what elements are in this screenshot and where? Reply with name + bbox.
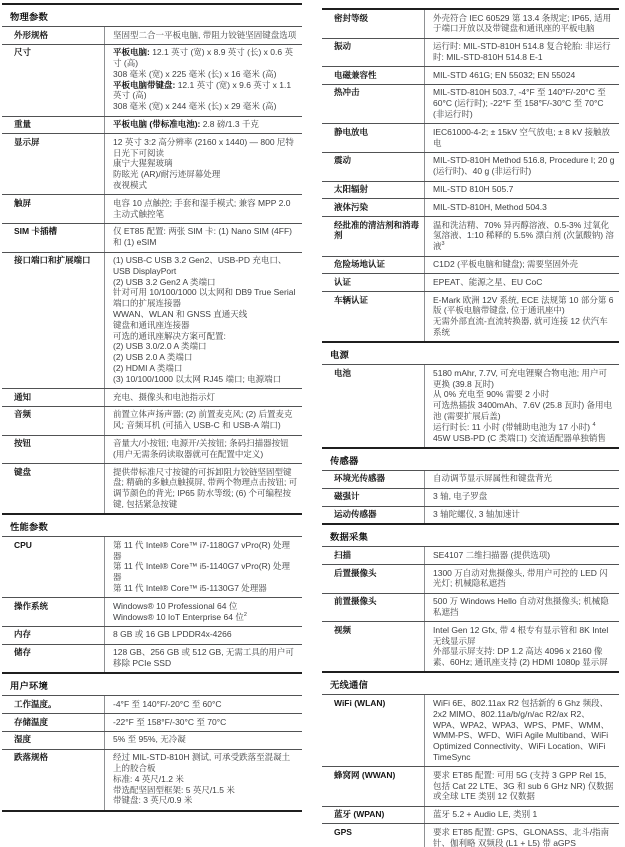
spec-value-line: MIL-STD 810H 505.7 [433, 184, 514, 195]
spec-row [322, 38, 619, 67]
spec-value-line: 无需外部直流-直流转换器, 就可连接 12 伏汽车系统 [433, 316, 608, 338]
spec-label: 蜂窝网 (WWAN) [334, 769, 396, 780]
spec-value [104, 436, 302, 464]
spec-value-line: E-Mark 欧洲 12V 系统, ECE 法规第 10 部分第 6 版 (平板电脑带键盘, 位于通讯座中) [433, 294, 614, 316]
spec-label: CPU [14, 539, 32, 550]
spec-value-line: 前置立体声扬声器; (2) 前置麦克风; (2) 后置麦克风; 音频耳机 (可插入 USB-C 和 USB-A 端口) [113, 409, 293, 431]
spec-label: 液体污染 [334, 201, 369, 212]
spec-row [2, 536, 302, 597]
spec-value-line: 平板电脑带键盘: 12.1 英寸 (宽) x 9.6 英寸 x 1.1 英寸 (高) [113, 79, 292, 101]
spec-value [104, 389, 302, 406]
spec-row [322, 488, 619, 506]
spec-label: 车辆认证 [334, 294, 369, 305]
spec-value [424, 124, 619, 152]
spec-value [424, 67, 619, 84]
spec-value-line: (3) 10/100/1000 以太网 RJ45 端口; 电源端口 [113, 373, 282, 384]
spec-value-line: Windows® 10 Professional 64 位 [113, 600, 238, 611]
spec-value [104, 407, 302, 435]
spec-value-line: 音量大/小按钮; 电源开/关按钮; 条码扫描器按钮 (用户无需条码读取器就可在配置中定义) [113, 438, 289, 459]
spec-value-line: 经过 MIL-STD-810H 测试, 可承受跌落至混凝土上的胶合板 [113, 752, 291, 773]
spec-section [322, 671, 619, 847]
spec-value [104, 537, 302, 597]
spec-value [104, 134, 302, 194]
spec-row [322, 593, 619, 622]
spec-row [322, 470, 619, 488]
spec-section [2, 3, 302, 513]
spec-value-line: (2) USB 2.0 A 类端口 [113, 352, 193, 363]
spec-value-line: 8 GB 或 16 GB LPDDR4x-4266 [113, 629, 232, 640]
spec-row [2, 731, 302, 749]
spec-value [424, 85, 619, 123]
spec-value-line: 蓝牙 5.2 + Audio LE, 类别 1 [433, 809, 538, 820]
spec-value-line: Intel Gen 12 Gfx, 带 4 根专有显示管和 8K Intel 无线显示屏 [433, 624, 609, 646]
spec-row [322, 256, 619, 274]
spec-row [322, 546, 619, 564]
spec-label: 热冲击 [334, 87, 360, 98]
spec-row [2, 749, 302, 810]
spec-value-line: 坚固型二合一平板电脑, 带阻力铰链坚固键盘选项 [113, 29, 297, 40]
spec-section [322, 447, 619, 523]
spec-value [104, 598, 302, 626]
spec-value-bold: 平板电脑带键盘: [113, 79, 178, 90]
spec-value-line: IEC61000-4-2; ± 15kV 空气放电; ± 8 kV 接触放电 [433, 126, 611, 148]
spec-label: 蓝牙 (WPAN) [334, 809, 385, 820]
section-title: 物理参数 [10, 12, 48, 22]
spec-value [424, 39, 619, 67]
spec-value [424, 767, 619, 805]
spec-row [322, 181, 619, 199]
spec-value-line: 带选配坚固型框架: 5 英尺/1.5 米 [113, 784, 235, 795]
spec-label: 操作系统 [14, 600, 49, 611]
spec-row [322, 84, 619, 123]
spec-label: 太阳辐射 [334, 184, 369, 195]
spec-row [322, 10, 619, 38]
spec-label: 前置摄像头 [334, 596, 377, 607]
spec-column-left [2, 3, 302, 847]
spec-value [424, 182, 619, 199]
spec-row [2, 435, 302, 464]
spec-label: 内存 [14, 629, 32, 640]
spec-value [424, 471, 619, 488]
spec-value-line: C1D2 (平板电脑和键盘); 需要坚固外壳 [433, 259, 578, 270]
spec-value-line: 充电、摄像头和电池指示灯 [113, 391, 216, 402]
spec-row [2, 388, 302, 406]
spec-value [104, 750, 302, 810]
spec-label: 显示屏 [14, 136, 40, 147]
spec-label: 跌落规格 [14, 752, 49, 763]
spec-value [424, 199, 619, 216]
spec-value [104, 645, 302, 673]
spec-row [2, 695, 302, 713]
spec-value [424, 807, 619, 824]
spec-label: 静电放电 [334, 126, 369, 137]
spec-value-line: 键盘和通讯座连接器 [113, 319, 190, 330]
spec-value-line: 要求 ET85 配置: 可用 5G (支持 3 GPP Rel 15, 包括 Cat 22 LTE、3G 和 sub 6 GHz NR) 仅数据或全球 LTE 类别 12 仅数据 [433, 769, 614, 802]
spec-row [322, 823, 619, 847]
spec-value [104, 27, 302, 44]
spec-value-line: EPEAT、能源之星、EU CoC [433, 276, 543, 287]
spec-value-line: 1300 万自动对焦摄像头, 带用户可控的 LED 闪光灯; 机械隐私遮挡 [433, 567, 608, 589]
spec-row [322, 152, 619, 181]
spec-value-line: 第 11 代 Intel® Core™ i5-1130G7 处理器 [113, 582, 267, 593]
spec-label: 按钮 [14, 438, 32, 448]
spec-row [322, 198, 619, 216]
spec-row [322, 291, 619, 341]
spec-value-line: 5% 至 95%, 无冷凝 [113, 734, 186, 745]
spec-value-line: 平板电脑: 12.1 英寸 (宽) x 8.9 英寸 (长) x 0.6 英寸 (高) [113, 47, 293, 69]
spec-label: 经批准的清洁剂和消毒剂 [334, 219, 420, 241]
spec-label: 视频 [334, 624, 352, 635]
spec-value-line: 自动调节显示屏属性和键盘背光 [433, 473, 553, 484]
spec-value-line: 第 11 代 Intel® Core™ i7-1180G7 vPro(R) 处理器 [113, 539, 290, 561]
spec-row [2, 44, 302, 116]
spec-value [104, 732, 302, 749]
spec-value [424, 153, 619, 181]
spec-value-line: 平板电脑 (带标准电池): 2.8 磅/1.3 千克 [113, 119, 259, 130]
spec-value-line: 5180 mAhr, 7.7V, 可充电锂聚合物电池; 用户可更换 (39.8 瓦时) [433, 367, 607, 389]
spec-value [424, 824, 619, 847]
spec-value-bold: 平板电脑: [113, 47, 153, 58]
spec-label: 音频 [14, 409, 32, 420]
spec-value-line: 运行时: MIL-STD-810H 514.8 复合轮胎: 非运行时: MIL-STD-810H 514.8 E-1 [433, 41, 611, 62]
spec-row [2, 133, 302, 194]
spec-value-line: 防眩光 (AR)/耐污迹屏幕处理 [113, 169, 221, 180]
spec-label: SIM 卡插槽 [14, 226, 57, 237]
spec-row [322, 621, 619, 671]
spec-row [2, 252, 302, 389]
section-title: 数据采集 [330, 532, 368, 543]
spec-row [322, 564, 619, 593]
spec-value-line: 电容 10 点触控; 手套和湿手模式; 兼容 MPP 2.0 主动式触控笔 [113, 197, 291, 219]
spec-label: 通知 [14, 391, 32, 402]
spec-label: 外形规格 [14, 29, 49, 40]
spec-value [424, 274, 619, 291]
spec-value-line: 308 毫米 (宽) x 225 毫米 (长) x 16 毫米 (高) [113, 68, 277, 79]
spec-label: 电磁兼容性 [334, 69, 377, 80]
spec-label: 重量 [14, 119, 32, 130]
spec-value [424, 507, 619, 524]
spec-value [104, 224, 302, 252]
spec-value-line: 标准: 4 英尺/1.2 米 [113, 773, 184, 784]
spec-row [2, 194, 302, 223]
spec-value [104, 714, 302, 731]
spec-value-line: 提供带标准尺寸按键的可拆卸阻力铰链坚固型键盘; 精确的多触点触摸屏, 带两个物理点击按钮; 可调节颜色的背光; IP65 防水等级; (6) 个可编程按键, 包括紧急按键 [113, 466, 298, 509]
spec-label: 存储温度 [14, 716, 49, 727]
spec-value-line: -4°F 至 140°F/-20°C 至 60°C [113, 698, 222, 709]
spec-value-line: -22°F 至 158°F/-30°C 至 70°C [113, 716, 227, 727]
spec-label: GPS [334, 826, 352, 837]
spec-value-line: 外部显示屏支持: DP 1.2 高达 4096 x 2160 像素、60Hz; 通讯座支持 (2) HDMI 1080p 显示屏 [433, 646, 608, 668]
spec-value-line: 500 万 Windows Hello 自动对焦摄像头; 机械隐私遮挡 [433, 596, 609, 617]
spec-value-line: (2) USB 3.0/2.0 A 类端口 [113, 341, 207, 352]
section-title: 性能参数 [10, 522, 48, 533]
spec-row [2, 223, 302, 252]
spec-value [424, 695, 619, 766]
spec-row [322, 766, 619, 805]
spec-value [104, 253, 302, 389]
spec-label: 磁强计 [334, 491, 360, 502]
spec-label: 电池 [334, 367, 352, 378]
spec-label: 储存 [14, 647, 32, 658]
spec-column-right [322, 8, 619, 847]
spec-value [104, 696, 302, 713]
spec-label: 环境光传感器 [334, 473, 386, 484]
spec-label: 认证 [334, 276, 352, 287]
spec-value-line: SE4107 二维扫描器 (提供选项) [433, 549, 551, 560]
spec-row [2, 26, 302, 44]
spec-value [104, 627, 302, 644]
spec-value-line: 日光下可阅读 [113, 147, 165, 158]
spec-value-line: MIL-STD-810H, Method 504.3 [433, 201, 547, 212]
spec-value-line: 3 轴陀螺仪, 3 轴加速计 [433, 509, 520, 519]
spec-section [322, 523, 619, 671]
spec-row [2, 626, 302, 644]
spec-value-line: MIL-STD-810H Method 516.8, Procedure I; 20 g (运行时)、40 g (非运行时) [433, 155, 615, 177]
spec-row [322, 806, 619, 824]
spec-value-line: 温和洗洁精、70% 异丙醇溶液、0.5-3% 过氧化氢溶液、1:10 稀释的 5.5% 漂白剂 (次氯酸钠) 溶液$^3$ [433, 219, 614, 252]
spec-value [424, 565, 619, 593]
spec-value-line: WiFi 6E、802.11ax R2 包括新的 6 Ghz 频段、2x2 MIMO、802.11a/b/g/n/ac R2/ax R2、WPA、WPA2、WPA3、WPS、PMF、WMM、WMM-PS、WFD、WiFi Agile Multiband、WiFi Optimized Connectivity、WiFi Location、WiFi TimeSync [433, 697, 610, 762]
spec-value-line: WWAN、WLAN 和 GNSS 直通天线 [113, 309, 248, 320]
spec-value-line: 夜视模式 [113, 180, 148, 191]
spec-label: 扫描 [334, 549, 352, 560]
section-title: 用户环境 [10, 681, 48, 692]
spec-label: 工作温度。 [14, 698, 57, 709]
spec-row [322, 694, 619, 766]
spec-section [322, 8, 619, 341]
spec-value-line: 康宁大猩猩玻璃 [113, 158, 173, 169]
spec-row [322, 66, 619, 84]
spec-label: 运动传感器 [334, 509, 377, 519]
spec-value-line: 外壳符合 IEC 60529 第 13.4 条规定; IP65, 适用于端口开放以及带键盘和通讯座的平板电脑 [433, 12, 612, 34]
spec-row [2, 597, 302, 626]
spec-label: 接口端口和扩展端口 [14, 255, 91, 266]
spec-value-line: 针对可用 10/100/1000 以太网和 DB9 True Serial 端口的扩展连接器 [113, 287, 296, 309]
spec-value [424, 10, 619, 38]
spec-row [322, 364, 619, 447]
spec-value-line: 128 GB、256 GB 或 512 GB, 无需工具的用户可移除 PCIe SSD [113, 647, 294, 668]
spec-section [2, 672, 302, 811]
spec-label: 振动 [334, 41, 352, 52]
spec-value-line: 可选的通讯座解决方案可配置: [113, 330, 226, 341]
spec-value [104, 117, 302, 134]
spec-value-line: MIL-STD-810H 503.7, -4°F 至 140°F/-20°C 至 60°C (运行时); -22°F 至 158°F/-30°C 至 70°C (非运行时) [433, 87, 606, 120]
footnote-marker: 3 [441, 241, 445, 248]
spec-value [424, 365, 619, 447]
spec-value-line: 带键盘: 3 英尺/0.9 米 [113, 795, 193, 806]
spec-row [2, 406, 302, 435]
spec-value-line: 运行时长: 11 小时 (带辅助电池为 17 小时) $^4$ [433, 421, 596, 432]
spec-value-line: 12 英寸 3:2 高分辨率 (2160 x 1440) — 800 尼特 [113, 136, 294, 147]
spec-value [104, 45, 302, 116]
spec-value [424, 622, 619, 671]
spec-value-line: 3 轴, 电子罗盘 [433, 491, 488, 502]
spec-value-line: 第 11 代 Intel® Core™ i5-1140G7 vPro(R) 处理器 [113, 561, 290, 583]
section-title: 电源 [330, 350, 349, 361]
spec-value-line: 要求 ET85 配置: GPS、GLONASS、北斗/指南针、伽利略 双频段 (L1 + L5) 带 aGPS [433, 826, 610, 847]
spec-label: 键盘 [14, 466, 32, 477]
spec-value-line: 仅 ET85 配置: 两张 SIM 卡: (1) Nano SIM (4FF) 和 (1) eSIM [113, 226, 292, 248]
spec-row [322, 123, 619, 152]
spec-value [424, 547, 619, 564]
section-title: 传感器 [330, 455, 359, 466]
spec-value-line: 308 毫米 (宽) x 244 毫米 (长) x 29 毫米 (高) [113, 101, 277, 112]
spec-value-line: (2) USB 3.2 Gen2 A 类端口 [113, 276, 216, 287]
spec-value-bold: 平板电脑 (带标准电池): [113, 119, 203, 130]
spec-value [424, 594, 619, 622]
spec-label: 尺寸 [14, 47, 32, 58]
spec-row [322, 273, 619, 291]
spec-value [424, 292, 619, 341]
spec-value-line: 可选热插拔 3400mAh、7.6V (25.8 瓦时) 备用电池 (需要扩展后盖) [433, 400, 613, 422]
spec-value [424, 257, 619, 274]
spec-row [2, 116, 302, 134]
spec-value-line: (1) USB-C USB 3.2 Gen2、USB-PD 充电口、USB DisplayPort [113, 255, 287, 276]
spec-value-line: 45W USB-PD (C 类端口) 交流适配器单独销售 [433, 432, 606, 443]
spec-row [2, 463, 302, 513]
spec-label: 震动 [334, 155, 352, 166]
spec-value [104, 195, 302, 223]
spec-value [424, 489, 619, 506]
spec-label: WiFi (WLAN) [334, 697, 386, 708]
spec-row [2, 644, 302, 673]
spec-label: 密封等级 [334, 12, 369, 23]
spec-section [2, 513, 302, 672]
spec-value [104, 464, 302, 513]
spec-value-line: (2) HDMI A 类端口 [113, 363, 183, 374]
spec-row [2, 713, 302, 731]
spec-label: 湿度 [14, 734, 32, 745]
spec-label: 后置摄像头 [334, 567, 377, 578]
spec-section [322, 341, 619, 447]
spec-label: 触屏 [14, 197, 32, 208]
spec-row [322, 506, 619, 524]
spec-value [424, 217, 619, 255]
footnote-marker: 4 [592, 421, 596, 428]
spec-value-line: 从 0% 充电至 90% 需要 2 小时 [433, 389, 550, 400]
spec-value-line: Windows® 10 IoT Enterprise 64 位$^2$ [113, 611, 247, 622]
spec-value-line: MIL-STD 461G; EN 55032; EN 55024 [433, 69, 576, 80]
footnote-marker: 2 [243, 611, 247, 618]
spec-row [322, 216, 619, 255]
section-title: 无线通信 [330, 680, 368, 691]
spec-label: 危险场地认证 [334, 259, 386, 270]
